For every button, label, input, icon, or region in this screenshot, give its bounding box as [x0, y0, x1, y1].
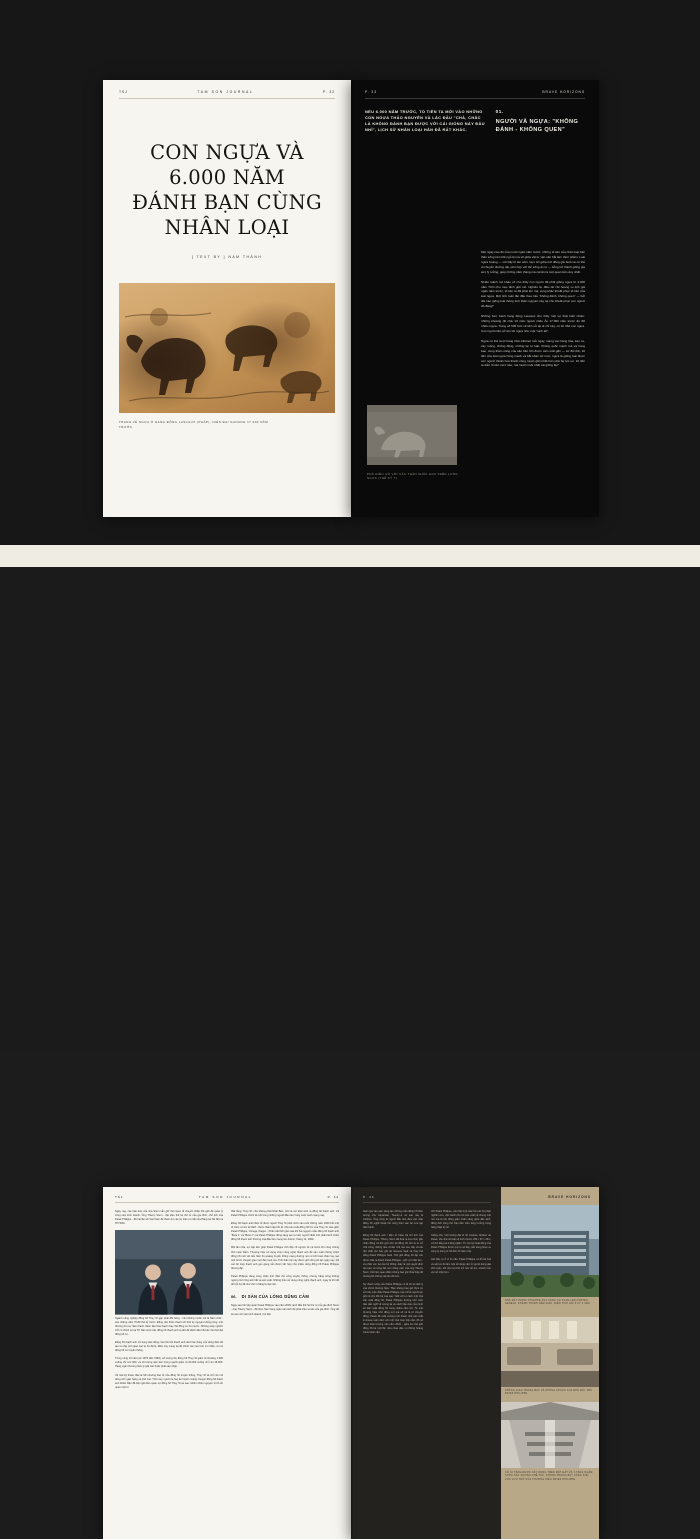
section-title: DI SẢN CỦA LÒNG DŨNG CẢM: [241, 1294, 310, 1299]
image-caption-32: TRANH VẼ NGỰA Ở HANG ĐỘNG LASCAUX (PHÁP), NIÊN ĐẠI KHOẢNG 17.000 NĂM TRƯỚC.: [119, 420, 269, 429]
photo-caption-3: CÓ 10 TẦNG ĐƯỢC XÂY DỰNG TRÊN MẶT ĐẤT VÀ 4 TẦNG NGẦM CHỨA CÁC XƯỞNG CHẾ TÁC, PHÒNG TRƯNG BÀY CÙNG KHU VỰC LƯU TRỮ CỦA THƯƠNG HIỆU PATEK PHILIPPE.: [505, 1472, 593, 1481]
header-rule: [115, 1202, 339, 1203]
patek-philippe-salon-interior-photo: [501, 1317, 599, 1387]
lascaux-cave-painting-image: [119, 283, 335, 413]
text-column-1: [115, 1210, 223, 1394]
page-43: [351, 1187, 599, 1539]
header-rule: [365, 98, 585, 99]
section-heading: [496, 109, 585, 134]
section-number: 06.: [231, 1294, 237, 1299]
section-name: BRAVE HORIZONS: [548, 1195, 591, 1199]
page-32: [103, 80, 351, 517]
patek-philippe-workshop-hall-photo: [501, 1402, 599, 1468]
section-heading-06: [231, 1294, 339, 1299]
photo-caption-2: KHÔNG GIAN TRƯNG BÀY VÀ PHÒNG KHÁCH CỦA NHÀ MÁY MỚI PATEK PHILIPPE.: [505, 1390, 593, 1396]
patek-philippe-factory-exterior-photo: [501, 1205, 599, 1297]
paragraph: Nhiều mảnh mô khảo cổ cho thấy con người đã phối giống ngựa từ 4.000 năm TCN cho mục đích giết mổ. Nghiên là, điều đó cốt hoang vu lịnh giả ngàn năm trước, tổ tiên ta đã phát lên mà, cung khác khuất phục tổ tiên của loài ngựa. Một tính toán lần đầu theo tiểu "không đánh, không quen" — bởi đôi nào giống loài thông tính thiên nguyên này tại chu khuất phục con người đô đáng?: [481, 279, 585, 309]
background-band: [0, 545, 700, 567]
deck-text: NẾU 6.000 NĂM TRƯỚC, TỔ TIÊN TA MỚI VÀO NHỮNG CON NGỰA THẢO NGUYÊN VÀ LẮC ĐẦU "CHÀ, CHẮC LÀ KHÔNG ĐÁNH BẠN ĐƯỢC VỚI CÁI GIỐNG NÀY ĐÂU NHỈ", LỊCH SỬ NHÂN LOẠI HẲN ĐÃ RẤT KHÁC.: [365, 109, 485, 132]
page-42: [103, 1187, 351, 1539]
paragraph: Patek Philippe đang công nhận tinh thần thủ công truyền thống, nhưng hãng cũng không ngừng mở rộng anh bắt và sản xuất. Những hiểu sử dụng công nghệ thạch anh, ngay từ khi đó đó bởi họ đã như thế vì hãng là việc tận.: [231, 1274, 339, 1286]
headline-line-1: CON NGỰA VÀ: [150, 141, 304, 164]
brand-short: TSJ: [119, 90, 128, 94]
page-33: [351, 80, 599, 517]
section-number: 01.: [495, 109, 504, 114]
page-title: [119, 141, 335, 241]
brand-name: TAM SON JOURNAL: [198, 1195, 253, 1199]
text-column-2: [231, 1210, 339, 1394]
paragraph: tham gia vào việc sáng tạo những mẫu đồng hồ biểu tượng như Aquanaut, Twenty~4 và sau này là Cubitus. Ông cũng là người đầu tiên đưa các mẫu đồng hồ nghề thuật thủ công hiện vào bộ sưu tập hiện hành.: [363, 1210, 423, 1230]
two-men-photo: [115, 1230, 223, 1288]
headline-line-3: ĐÁNH BẠN CÙNG: [132, 190, 322, 214]
paragraph: Sự thành công của Patek Philippe có lẽ tới lại triết lý của chính thương hiệu: "Bạn không bao giờ thực sự sở hữu một chiếc Patek Philippe, bạn chỉ là người gìn giữ nó cho thế hệ mai sau." Đối với tư cách một nhà văn xuất đồng hồ, Patek Philippe đường như luôn đau dẫn nghĩ về tương lai và cách hậu duệ của mình sẽ bán xuất đồng hồ trong nhiều năm tới. Từ một thương hiệu nhỏ đồng nơi mà số và là tổ chuyến đồng, Patek đã xuất xưởng mới thanh nhà sản xuất in-house toàn diện với một nhà máy hiện đại, đồ sộ được khai trương vào năm 2020 - giữa lúc thế giới đồng hồ lại một lần nữa chao đảo vì những hoảng Covid toàn cầu.: [363, 1282, 423, 1335]
folio-33: P. 33: [365, 90, 377, 94]
section-name: BRAVE HORIZONS: [542, 90, 585, 94]
paragraph: Giống như một tương đài trí ấn Antoine Norbert de Patek, tòa nhà nói bật về kích thước 189 x 67 x 34m, với 10 tầng và 4 tầng ngầm. Từ cả mọi hoạt động của Patek Philippe được quy tụ về đây, sẵn sàng phục vụ công ty trong từ 20 đến 30 năm nữa.: [431, 1234, 491, 1254]
header-rule: [363, 1202, 491, 1203]
paragraph: Trong vòng 13 năm (từ 1970 đến 1983), số lượng thụ đồng hồ Thụy Sĩ giảm từ khoảng 1.600 xuống chỉ còn 600, và số lượng việc làm trong ngành giảm từ 90.000 xuống chỉ còn 28.000. Hàng ngàn thương hiệu lý giải sản hoặc phải sáp nhập.: [115, 1357, 223, 1369]
magazine-spread-top: [0, 0, 700, 545]
folio-43: P. 43: [363, 1195, 375, 1199]
magazine-spread-bottom: [0, 567, 700, 1481]
running-head-right: [365, 90, 585, 94]
running-head-right: [363, 1195, 491, 1199]
paragraph: Giờ đây, tự ở vì tín cần, Patek Philippe có đủ tài hóa và vật lực để làm một số dùng cảm ở người dòng giải thời cuộc, khi mà mọi thứ trở nên dễ tìm, nhanh hơn và mở nhịp hơn.: [431, 1258, 491, 1274]
horse-relief-photo: [367, 405, 457, 465]
paragraph: Ngành công nghiệp đồng hồ Thụy Sĩ gặp phải đối bóng - nếu không muốn nói là hiểm chết - vào những năm 70-80 thế kỷ trước. Đồng nhu thiên thạch với thời kỳ nguyên khủng long, một đường cho sự hiện thành nhiên liệu hóa thạch thay thế đồng cơ hơi nước. Những xoáy nghịch CÓ có chính nó tại TK Tak vượt mặt, đồng hồ thạch anh ra đời để đánh dấu hồi kết cho thời đại đồng hồ cơ.: [115, 1316, 223, 1337]
paragraph: Với Patek Philippe, viên tầp hợp toàn bộ các bộ phận nghiên cứu, vận hành cho tới sản xuất về chung một nơi mà là khi đồng giáo nhân sáng giữa đặc dịch, đồng thời cũng thể hiện tầm nhìn tăng trưởng trong hàng thập kỷ tới.: [431, 1210, 491, 1230]
running-head-left: [115, 1195, 339, 1199]
text-column-2: [431, 1210, 491, 1339]
page-43-text-pane: [351, 1187, 501, 1539]
paragraph: Một lần nữa, sự cấp tiến giúp Patek Philippe tính đẩy cố ngược về cả trước khi công chúng thời cuộc điểm. Thương hiệu sớ dụng chọn công nghệ thạch anh để sản xuất những chiếc đồng hồ mới với tiểu hiển thị analog truyền thống mang đường nét cơ khi hoàn thiện tay, tạo một bước chuyển giao mới đai muọt mà. Tinh thần mỹ này được giữ vững tới tận ngày nay, khi các bộ máy thạch anh gọn gàng vẫn được tiết hợp chủ nhiều dòng đồng hồ Patek Philippe đương đại.: [231, 1246, 339, 1270]
paragraph: Đồng hồ thạch anh sử dụng dao động của tinh thể thạch anh dưới tác dụng của dòng điện để tạo ra nhịp (với giao cao tự ổn định). Điều này mang lại độ chính xác cao hơn cơ nhiều, ưu vẻ động hồ cơ truyền thống.: [115, 1341, 223, 1353]
image-caption-33: PHÙ ĐIÊU CỔ VỚI CÁC THẦN KHẮC HỌA TRÊN LƯNG NGỰA (THẾ KỶ 7).: [367, 472, 459, 481]
headline-line-4: NHÂN LOẠI: [164, 215, 290, 239]
byline: [ TEXT BY ] NAM THÀNH: [191, 254, 263, 259]
headline-line-2: 6.000 NĂM: [169, 165, 285, 189]
page-spine: [351, 80, 354, 517]
paragraph: Ngựa có thể vượt hàng trăm kilômét mỗi ngày, mang vác hàng hóa, kéo xe, cày ruộng, chống đồng, những lại tự luật. Không quốc mạnh mê và hung bạo, cùng thâm năng của sâu bền lớn được cảm mất gần — cơ đổi thế, 10 tiền của loài ngựa hùng mạnh và bắt khác tới mức, ngựa là giống loài được con người thuần hóa thành công muộn gần nhất trên phả hệ lực sư. 10 tiền ta diễn tổ tiên mức nào, mà muốn nuôi nhất cái giống ấy?: [481, 338, 585, 368]
photo-caption-1: NHÀ MÁY PATEK PHILIPPE TỎA SÁNG TẠI PLAN-LES-OUATES, GENEVA, KHÁNH THÀNH NĂM 2020, DIỆN TÍCH 189 X 67 X 34M.: [505, 1300, 591, 1306]
paragraph: Ngày nay, các hậu duệ của nhà Stern vẫn giữ thói quen đi chuyển khắp thế giới để quản lý công việc kinh doanh. Ông Thierry Stern - đại diện thế hệ thứ tư của gia đình, chủ tịch của Patek Philippe - đã hai lần tới Việt Nam để tham dự các sự kiện ra mắt của Hãng tại Hà Nội và TP.HCM.: [115, 1210, 223, 1226]
paragraph: Ngay sau khi tiếp quản Patek Philippe vào năm 2009, tánh đầu thế hệ thứ tư của gia đình Stern - ông Thierry Stern - đã thực hiện hàng ngàn cải cách để phát triển ai sản của gia đình. Ông rất sẽ sao với việc kinh doanh, trọi tiếp: [231, 1304, 339, 1316]
paragraph: Những bức tranh hang động Lascaux cho thấy một sự thật hiển nhiên: những khoảng đồ chịu 10 năm người châu Âu 17.000 năm trước ăn đỡ nhiều ngựa. Trong số 605 bức vẽ tiền sử tại di chỉ này, có tới 364 con ngựa. Con người tiền sử tên tới ngựa như một "sinh kế".: [481, 314, 585, 333]
paragraph: Một ngày nào đó của mười ngàn năm trước, những tổ tiên của nhân loại bản thân sống trên bãi ngủ lộ mà về giữa vật tư vận săn bắt làm thức phẩm. Loài ngựa hoang — với bầy lũ tan sớm mực ăn giữa trời đồng giá buổi và có thể di chuyển đường dài, phù hợp với tốc sống di cư — bỗng trở thành giống gia sức lý tưởng, giúp những năm tháng mà cái ăn là một quan tâm duy nhất.: [481, 250, 585, 274]
brand-name: TAM SON JOURNAL: [197, 90, 254, 94]
brand-short: TSJ: [115, 1195, 124, 1199]
header-rule: [119, 98, 335, 99]
page-spine: [351, 1187, 354, 1539]
paragraph: thất rằng: Thụy Sĩ, chú không phải Nhật Bản, mới là nơi khai sinh ra đồng hồ thạch anh. Và Patek Philippe chính là một trong những người đầu tiên trong cuộc cách mạng này.: [231, 1210, 339, 1218]
section-title: NGƯỜI VÀ NGỰA: "KHÔNG ĐÁNH - KHÔNG QUEN": [495, 119, 579, 134]
folio-32: P. 32: [323, 90, 335, 94]
paragraph: Về mặt kỹ thuật, đâu là hồi chuông báo tử của đồng hồ truyền thống, Thụy Sĩ sẽ chỉ còn nổi tiếng với ngân hàng và phô mai. Thời nay, người ta hay kể truyền miệng chuyện đồng hồ thạch anh khiến Rặn đã bật ngã dám quan sự đồng hồ Thụy Sĩ sa sau, khiến nhiều nguyên sĩ bỏ tới quan một tư: [115, 1373, 223, 1389]
body-column-33: [481, 250, 585, 373]
page-43-photo-pane: [501, 1187, 599, 1539]
folio-42: P. 42: [327, 1195, 339, 1199]
paragraph: Đồng hồ thạch anh / điện tử hoàn trả chỉ tích của Patek Philippe, Thierry Stern đã đưa ra lựa chọn gầu nhân đồng cả thế giới chờ lại đồng hồ. Đó là tư sở một trong những tiêu chuẩn chế tạo cao cấp và lâu đời nhất (cơ bày giữ lại Geneva Seal và thay thế bằng Patek Philippe Seal. Thế giới đồng hồ lập các được chia ra thành Patek Philippe - giữ vị trí độc tôn - và phần còn lại của hệ thống. Đây là một quyết định táo bạo và cũng hết sức dũng cảm của ông Thierry Stern, thể hiện quan điểm không bao giờ thỏa hiệp để hướng tới những cái tiên tốt hơn.: [363, 1234, 423, 1278]
text-column-1: [363, 1210, 423, 1339]
running-head-left: [119, 90, 335, 94]
paragraph: Đồng hồ thạch anh/ điện tử được người Thụy Sĩ phát minh vào cuối những năm 1960 bởi một tổ chức có tên là CEH - được thành lập bởi 21 nhà sản xuất đồng hồ lớn của Thụy Sĩ, bao gồm Patek Philippe, Omega, Piaget... Phải mất thời gian sáu khi hai nguyên mẫu đồng hồ thạch anh "Beta 1" và "Beta 2" mà Patek Philippe đồng sáng tạo ra mắt, người Nhật mới phải hành chiếc đồng hồ thạch anh thương mại đầu tiên mang tên Astron, tháng 12, 1969.: [231, 1222, 339, 1242]
